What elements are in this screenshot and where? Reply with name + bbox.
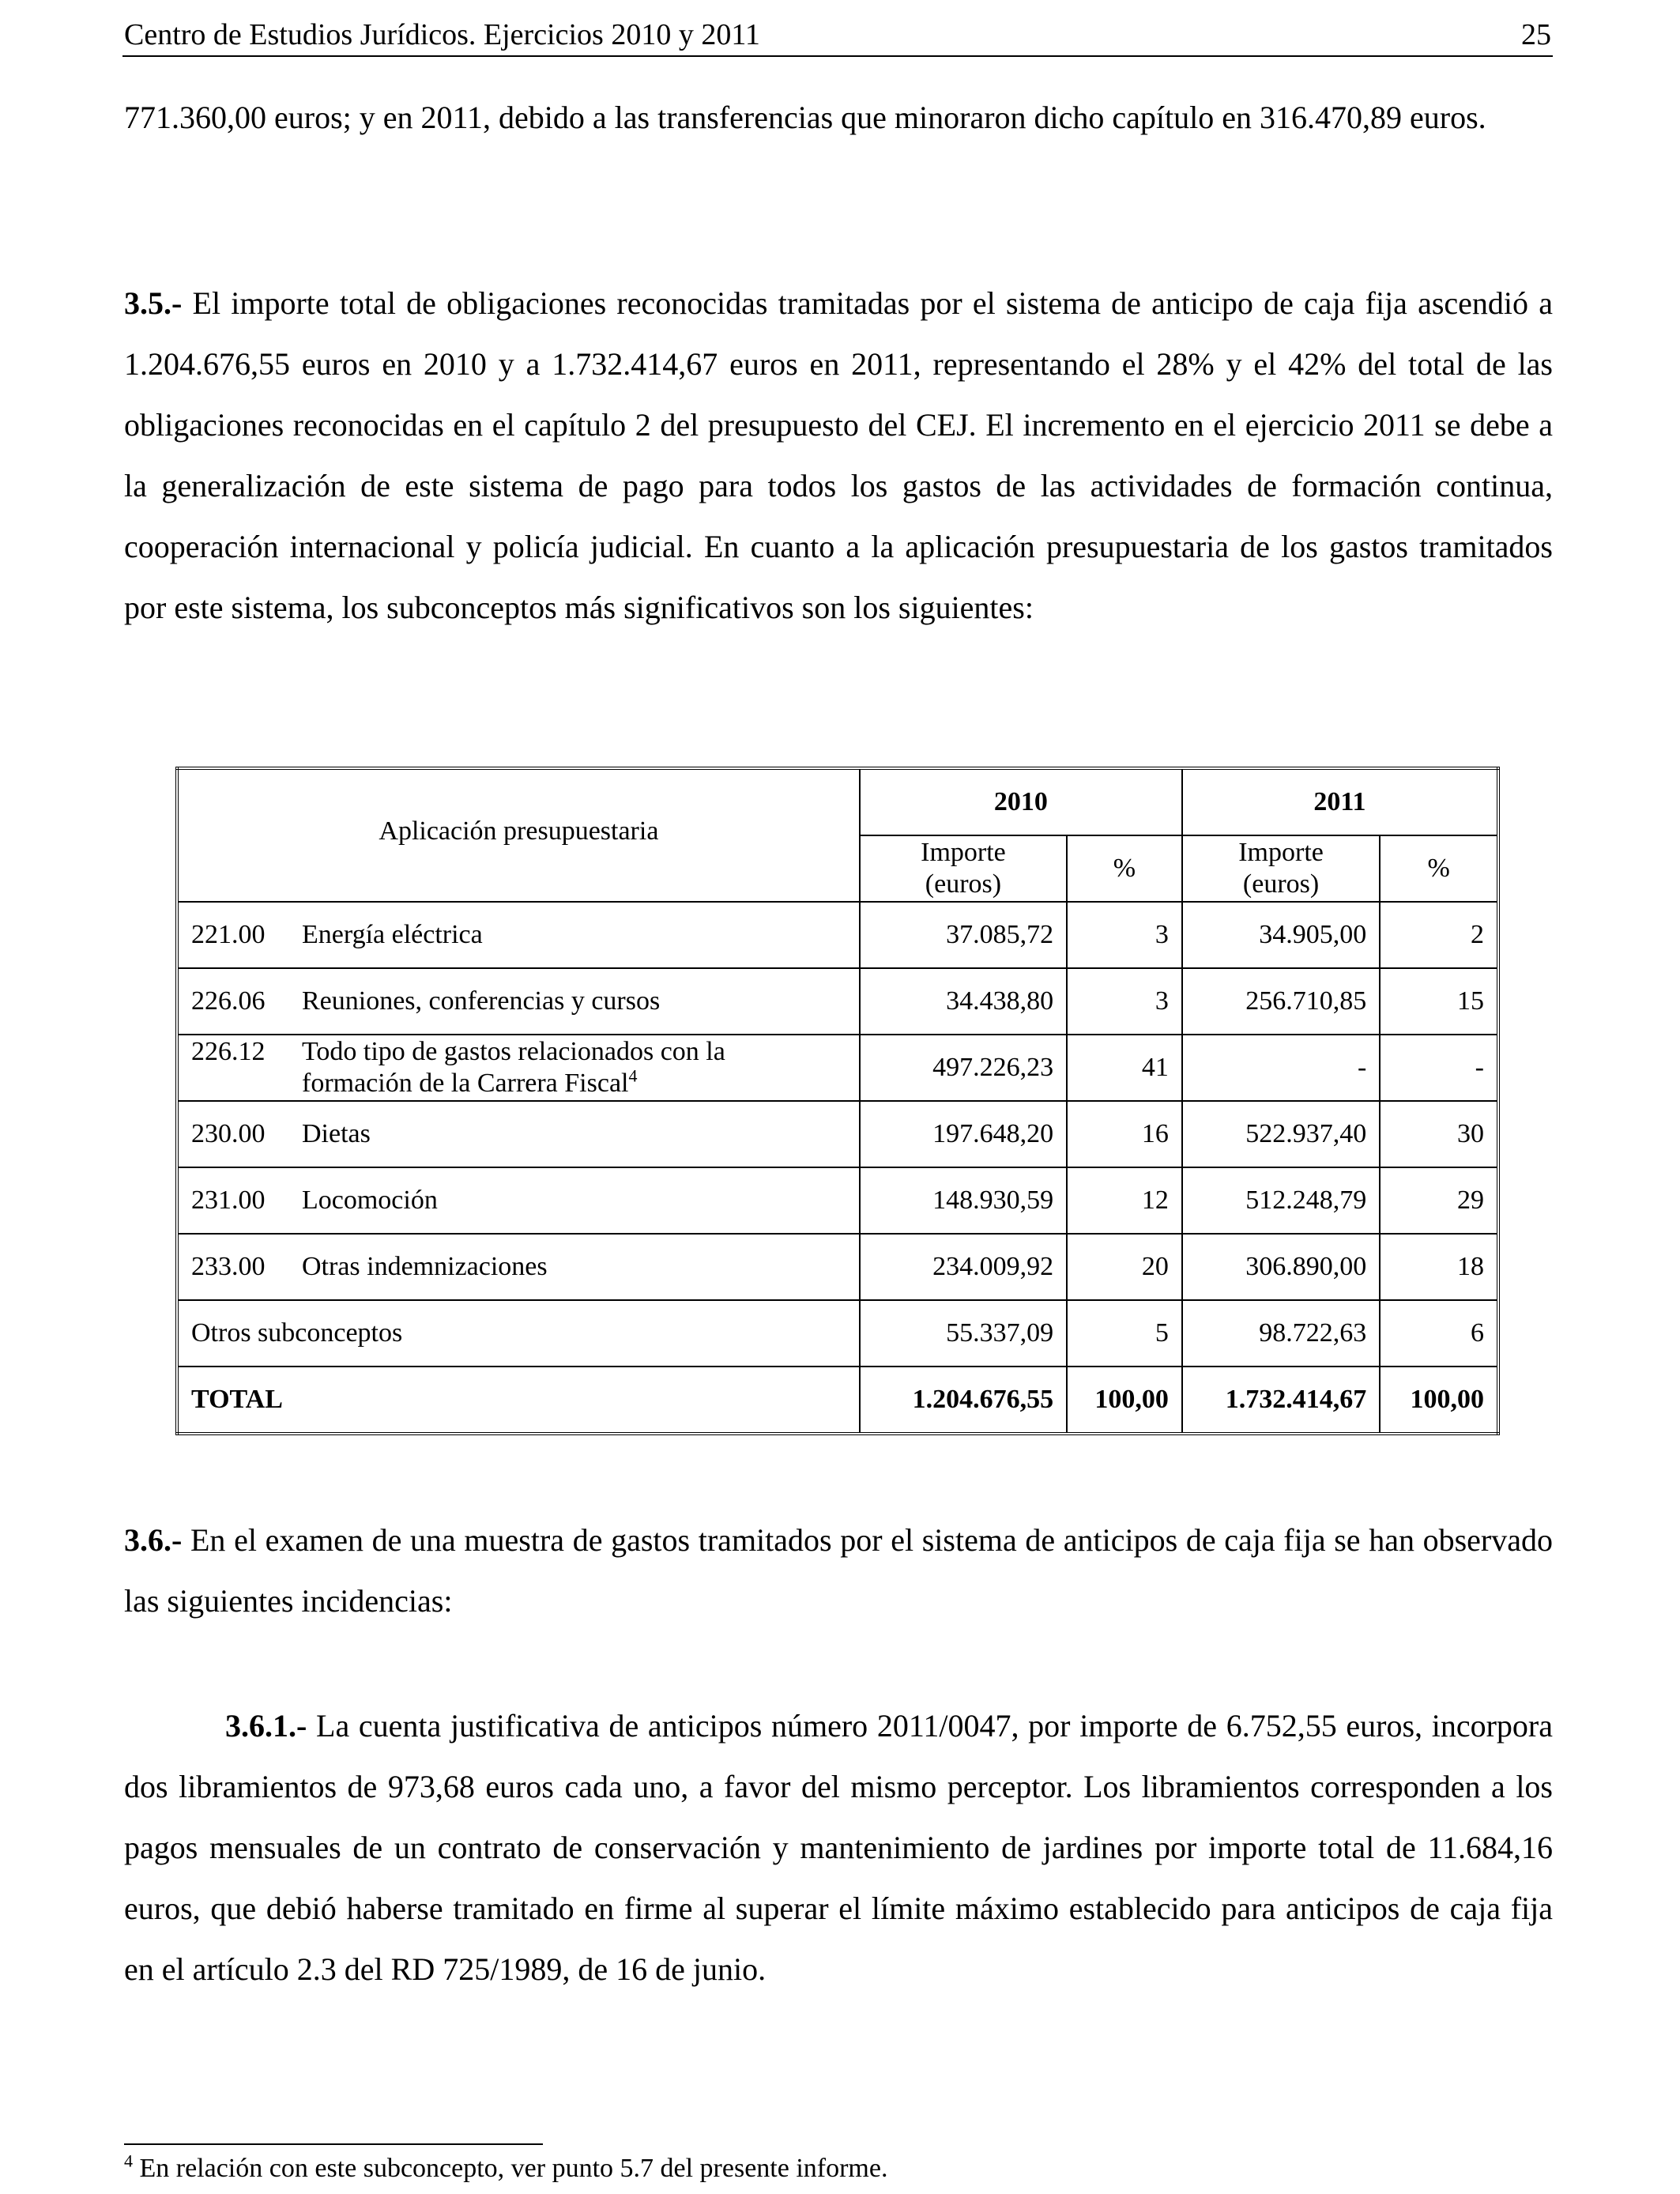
paragraph-3-6 — [124, 1510, 1553, 1631]
row-label: 233.00 Otras indemnizaciones — [177, 1234, 860, 1300]
row-label: 221.00 Energía eléctrica — [177, 902, 860, 968]
column-header-importe-2010: Importe (euros) — [860, 835, 1067, 902]
column-header-2010: 2010 — [860, 768, 1182, 835]
cell-pct-2010: 41 — [1067, 1035, 1182, 1101]
cell-pct-2010: 3 — [1067, 902, 1182, 968]
row-label: Otros subconceptos — [177, 1300, 860, 1367]
footnote-divider — [124, 2143, 543, 2145]
cell-pct-2011: 2 — [1380, 902, 1498, 968]
column-header-2011: 2011 — [1182, 768, 1498, 835]
footnote-mark: 4 — [124, 2151, 133, 2171]
total-importe-2011: 1.732.414,67 — [1182, 1367, 1380, 1434]
total-label: TOTAL — [177, 1367, 860, 1434]
table-row — [177, 902, 1498, 968]
page-header — [122, 14, 1553, 57]
paragraph-text: El importe total de obligaciones reconocidas tramitadas por el sistema de anticipo de caja fija ascendió a 1.204.676,55 euros en 2010 y a 1.732.414,67 euros en 2011, representando el 28% y el 42% del total de las obligaciones reconocidas en el capítulo 2 del presupuesto del CEJ. El incremento en el ejercicio 2011 se debe a la generalización de este sistema de pago para todos los gastos de las actividades de formación continua, cooperación internacional y policía judicial. En cuanto a la aplicación presupuestaria de los gastos tramitados por este sistema, los subconceptos más significativos son los siguientes: — [124, 285, 1553, 625]
total-pct-2010: 100,00 — [1067, 1367, 1182, 1434]
table-total-row — [177, 1367, 1498, 1434]
cell-pct-2011: - — [1380, 1035, 1498, 1101]
table-row — [177, 1101, 1498, 1167]
cell-pct-2011: 6 — [1380, 1300, 1498, 1367]
cell-importe-2011: 256.710,85 — [1182, 968, 1380, 1035]
table-row — [177, 1035, 1498, 1101]
budget-table — [175, 767, 1500, 1435]
paragraph-3-5 — [124, 273, 1553, 638]
table-row — [177, 1300, 1498, 1367]
paragraph-text: La cuenta justificativa de anticipos número 2011/0047, por importe de 6.752,55 euros, incorpora dos libramientos de 973,68 euros cada uno, a favor del mismo perceptor. Los libramientos corresponden a los pagos mensuales de un contrato de conservación y mantenimiento de jardines por importe total de 11.684,16 euros, que debió haberse tramitado en firme al superar el límite máximo establecido para anticipos de caja fija en el artículo 2.3 del RD 725/1989, de 16 de junio. — [124, 1708, 1553, 1987]
table-header-row — [177, 768, 1498, 835]
cell-importe-2011: 512.248,79 — [1182, 1167, 1380, 1234]
cell-importe-2010: 197.648,20 — [860, 1101, 1067, 1167]
cell-importe-2011: 98.722,63 — [1182, 1300, 1380, 1367]
section-number: 3.6.1.- — [225, 1708, 307, 1744]
paragraph-text: En el examen de una muestra de gastos tramitados por el sistema de anticipos de caja fija se han observado las siguientes incidencias: — [124, 1522, 1553, 1619]
footnote — [124, 2151, 887, 2186]
table-row — [177, 968, 1498, 1035]
row-label: 226.06 Reuniones, conferencias y cursos — [177, 968, 860, 1035]
cell-importe-2011: - — [1182, 1035, 1380, 1101]
column-header-pct-2011: % — [1380, 835, 1498, 902]
paragraph-3-6-1 — [124, 1695, 1553, 2000]
row-label: 230.00 Dietas — [177, 1101, 860, 1167]
cell-pct-2011: 18 — [1380, 1234, 1498, 1300]
row-label: 226.12 Todo tipo de gastos relacionados con la formación de la Carrera Fiscal$^4$ — [177, 1035, 860, 1101]
cell-pct-2010: 5 — [1067, 1300, 1182, 1367]
footnote-text: En relación con este subconcepto, ver punto 5.7 del presente informe. — [133, 2154, 888, 2183]
row-label: 231.00 Locomoción — [177, 1167, 860, 1234]
column-header-pct-2010: % — [1067, 835, 1182, 902]
header-title: Centro de Estudios Jurídicos. Ejercicios 2010 y 2011 — [124, 18, 760, 51]
cell-pct-2011: 30 — [1380, 1101, 1498, 1167]
cell-pct-2010: 12 — [1067, 1167, 1182, 1234]
cell-importe-2010: 55.337,09 — [860, 1300, 1067, 1367]
cell-pct-2011: 29 — [1380, 1167, 1498, 1234]
cell-importe-2010: 148.930,59 — [860, 1167, 1067, 1234]
cell-importe-2011: 522.937,40 — [1182, 1101, 1380, 1167]
table-row — [177, 1167, 1498, 1234]
cell-importe-2011: 34.905,00 — [1182, 902, 1380, 968]
total-importe-2010: 1.204.676,55 — [860, 1367, 1067, 1434]
cell-importe-2010: 34.438,80 — [860, 968, 1067, 1035]
section-number: 3.5.- — [124, 285, 183, 321]
total-pct-2011: 100,00 — [1380, 1367, 1498, 1434]
footnote-ref: 4 — [628, 1065, 638, 1086]
column-header-importe-2011: Importe (euros) — [1182, 835, 1380, 902]
table-row — [177, 1234, 1498, 1300]
column-header-app: Aplicación presupuestaria — [177, 768, 860, 902]
section-number: 3.6.- — [124, 1522, 183, 1558]
paragraph-continuation: 771.360,00 euros; y en 2011, debido a las transferencias que minoraron dicho capítulo en 316.470,89 euros. — [124, 100, 1486, 135]
cell-importe-2010: 37.085,72 — [860, 902, 1067, 968]
cell-pct-2010: 3 — [1067, 968, 1182, 1035]
page-number: 25 — [1521, 18, 1551, 51]
cell-pct-2011: 15 — [1380, 968, 1498, 1035]
cell-importe-2010: 234.009,92 — [860, 1234, 1067, 1300]
cell-pct-2010: 16 — [1067, 1101, 1182, 1167]
cell-importe-2011: 306.890,00 — [1182, 1234, 1380, 1300]
cell-importe-2010: 497.226,23 — [860, 1035, 1067, 1101]
cell-pct-2010: 20 — [1067, 1234, 1182, 1300]
